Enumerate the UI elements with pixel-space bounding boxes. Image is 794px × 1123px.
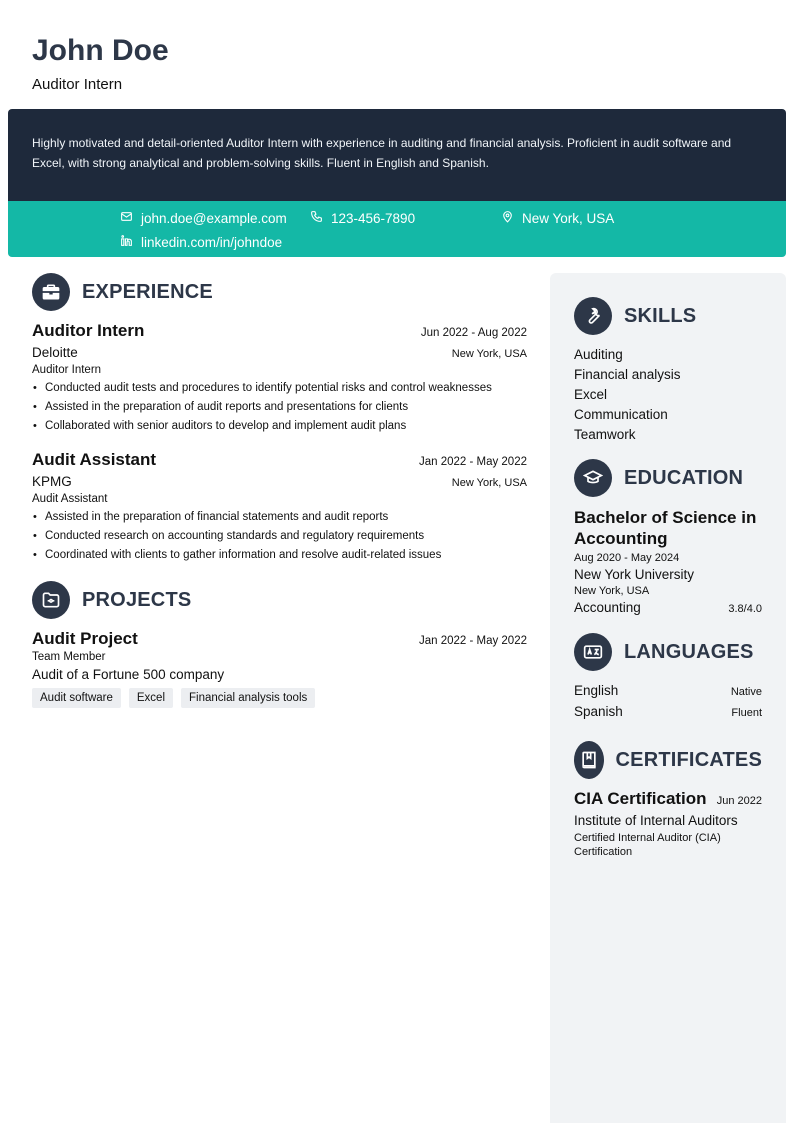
job-location: New York, USA [451, 477, 527, 489]
summary-text: Highly motivated and detail-oriented Auditor Intern with experience in auditing and financial analysis. Proficient in audit software and Excel, with strong analytical and problem-solving skills. Fluent in English and Spanish. [32, 136, 732, 170]
gpa: 3.8/4.0 [728, 603, 762, 615]
job-dates: Jan 2022 - May 2022 [418, 456, 527, 468]
sidebar [550, 273, 786, 1123]
school: New York University [574, 567, 695, 582]
translate-icon [574, 633, 612, 671]
skill-item: Communication [574, 407, 668, 422]
job-location: New York, USA [451, 348, 527, 360]
job-role: Auditor Intern [32, 364, 102, 376]
book-icon [574, 741, 604, 779]
certificates-title: CERTIFICATES [615, 748, 762, 771]
projects-title: PROJECTS [82, 588, 192, 611]
language-name: English [574, 683, 619, 698]
job-dates: Jun 2022 - Aug 2022 [420, 327, 527, 339]
language-level: Native [730, 686, 762, 698]
education-entry [574, 507, 762, 615]
phone-icon [310, 210, 323, 226]
tag: Financial analysis tools [181, 688, 315, 708]
graduation-cap-icon [574, 459, 612, 497]
candidate-title: Auditor Intern [32, 76, 123, 93]
language-name: Spanish [574, 704, 623, 719]
tag: Excel [129, 688, 173, 708]
job-bullets [32, 379, 527, 436]
languages-list [574, 681, 762, 723]
resume-header [32, 34, 169, 93]
language-level: Fluent [731, 707, 762, 719]
main-column [32, 273, 527, 708]
skill-item: Auditing [574, 347, 623, 362]
education-title: EDUCATION [624, 466, 744, 489]
project-dates: Jan 2022 - May 2022 [418, 635, 527, 647]
contact-bar [8, 201, 786, 257]
project-description: Audit of a Fortune 500 company [32, 667, 225, 682]
certificate-name: CIA Certification [574, 789, 707, 808]
skills-title: SKILLS [624, 304, 697, 327]
projects-heading [32, 581, 527, 619]
education-location: New York, USA [574, 585, 650, 597]
job-role: Audit Assistant [32, 493, 108, 505]
list-item: • Assisted in the preparation of financial statements and audit reports [32, 508, 527, 527]
education-heading [574, 459, 762, 497]
skills-list [574, 345, 762, 445]
contact-phone[interactable] [310, 210, 415, 226]
contact-email[interactable] [120, 210, 287, 226]
project-tags [32, 688, 527, 708]
briefcase-icon [32, 273, 70, 311]
linkedin-icon [120, 234, 133, 250]
experience-heading [32, 273, 527, 311]
job-title: Audit Assistant [32, 450, 157, 469]
certificate-date: Jun 2022 [716, 795, 762, 807]
list-item: • Conducted audit tests and procedures to identify potential risks and control weaknesses [32, 379, 527, 398]
project-entry [32, 629, 527, 708]
skill-item: Financial analysis [574, 367, 681, 382]
skill-item: Excel [574, 387, 608, 402]
email-text: john.doe@example.com [141, 210, 287, 226]
tag: Audit software [32, 688, 121, 708]
list-item: • Conducted research on accounting standards and regulatory requirements [32, 527, 527, 546]
linkedin-text: linkedin.com/in/johndoe [141, 234, 283, 250]
certificate-issuer: Institute of Internal Auditors [574, 813, 738, 828]
contact-linkedin[interactable] [120, 234, 282, 250]
field-of-study: Accounting [574, 600, 641, 615]
folder-icon [32, 581, 70, 619]
contact-location [501, 210, 614, 226]
degree: Bachelor of Science in Accounting [574, 508, 757, 548]
education-dates: Aug 2020 - May 2024 [574, 552, 680, 564]
job-company: KPMG [32, 474, 72, 489]
project-title: Audit Project [32, 629, 138, 648]
candidate-name: John Doe [32, 34, 169, 67]
experience-title: EXPERIENCE [82, 280, 213, 303]
job-company: Deloitte [32, 345, 78, 360]
skills-heading [574, 297, 762, 335]
summary-box [8, 109, 786, 201]
certificate-description: Certified Internal Auditor (CIA) Certification [574, 832, 721, 858]
job-title: Auditor Intern [32, 321, 145, 340]
skill-item: Teamwork [574, 427, 636, 442]
phone-text: 123-456-7890 [331, 210, 416, 226]
certificates-heading [574, 741, 762, 779]
location-text: New York, USA [522, 210, 615, 226]
languages-heading [574, 633, 762, 671]
list-item: • Collaborated with senior auditors to develop and implement audit plans [32, 417, 527, 436]
experience-entry [32, 450, 527, 565]
experience-entry [32, 321, 527, 436]
job-bullets [32, 508, 527, 565]
languages-title: LANGUAGES [624, 640, 754, 663]
map-pin-icon [501, 210, 514, 226]
project-role: Team Member [32, 651, 106, 663]
list-item: • Coordinated with clients to gather information and resolve audit-related issues [32, 546, 527, 565]
mail-icon [120, 210, 133, 226]
wrench-icon [574, 297, 612, 335]
certificate-entry [574, 789, 762, 859]
list-item: • Assisted in the preparation of audit reports and presentations for clients [32, 398, 527, 417]
